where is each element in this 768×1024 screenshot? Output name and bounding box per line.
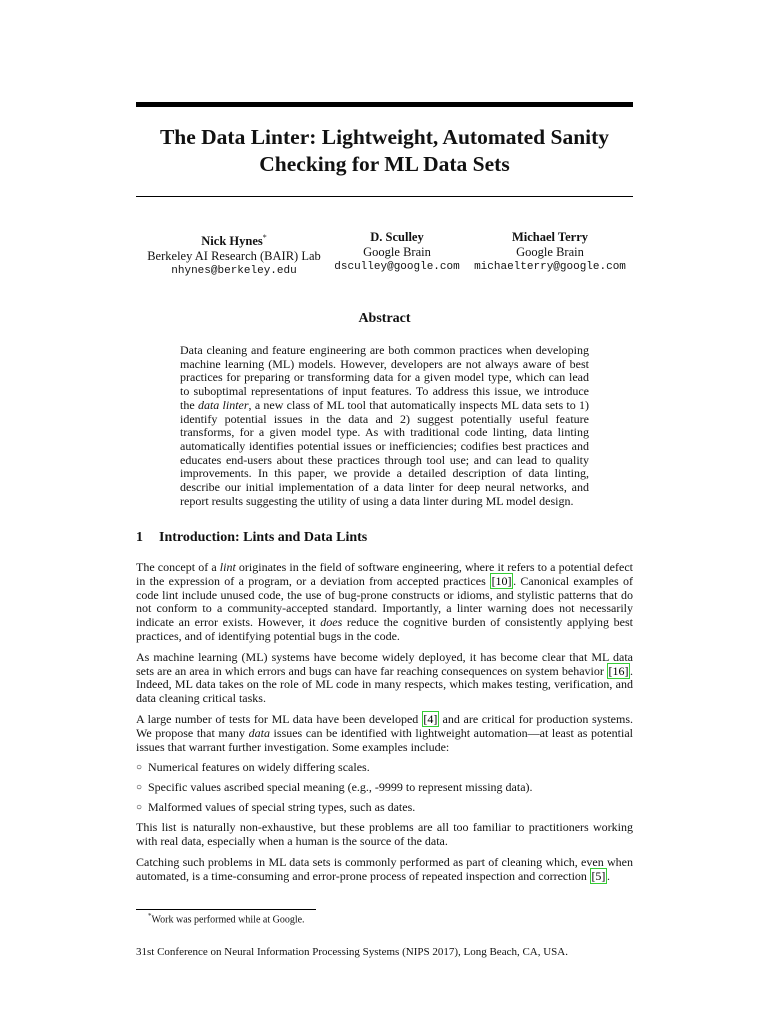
- author-block-3: [466, 230, 634, 275]
- abstract-body: Data cleaning and feature engineering are both common practices when developing machine learning (ML) models. However, developers are not always aware of best practices for preparing or transforming data for a given model type, which can lead to suboptimal representations of input features. To address this issue, we introduce the data linter, a new class of ML tool that automatically inspects ML data sets to 1) identify potential issues in the data and 2) suggest potentially useful feature transforms, for a given model type. As with traditional code linting, data linting automatically identifies potential issues or inefficiencies; codifies best practices and educates end-users about these practices through tool use; and can lead to quality improvements. In this paper, we provide a detailed description of data linting, describe our initial implementation of a data linter for deep neural networks, and report results suggesting the utility of using a data linter during ML model design.: [180, 343, 589, 508]
- conference-note: 31st Conference on Neural Information Processing Systems (NIPS 2017), Long Beach, CA, USA.: [136, 946, 568, 958]
- author-affiliation: Google Brain: [516, 245, 584, 259]
- author-block-1: [136, 230, 332, 279]
- citation-link[interactable]: [4]: [423, 711, 438, 726]
- section-number: 1: [136, 530, 143, 545]
- citation-link[interactable]: [5]: [591, 868, 606, 883]
- author-name: D. Sculley: [370, 230, 424, 244]
- abstract-heading: Abstract: [358, 311, 411, 326]
- title-line-2: Checking for ML Data Sets: [259, 152, 510, 176]
- footnote-marker: *: [148, 912, 152, 920]
- paragraph: The concept of a lint originates in the field of software engineering, where it refers to a potential defect in the expression of a program, or a deviation from accepted practices [10] . Canonical examples of code lint include unused code, the use of bug-prone constructs or idioms, and stylistic patterns that do not conform to a community-accepted standard. Importantly, a linter warning does not necessarily indicate an error exists. However, it does reduce the cognitive burden of consistently applying best practices, and of identifying potential bugs in the code.: [136, 560, 634, 643]
- section-heading: [136, 530, 367, 546]
- emphasis: does: [320, 615, 343, 630]
- author-name: Nick Hynes*: [201, 233, 267, 249]
- citation-link[interactable]: [16]: [608, 663, 629, 678]
- paragraph: A large number of tests for ML data have been developed [4] and are critical for production systems. We propose that many data issues can be identified with lightweight automation—at least as potential issues that warrant further investigation. Some examples include:: [136, 711, 633, 754]
- emphasis: data linter: [197, 397, 249, 412]
- title-line-1: The Data Linter: Lightweight, Automated Sanity: [159, 125, 610, 149]
- bullet-icon: ○: [136, 762, 143, 774]
- citation-link[interactable]: [10]: [491, 573, 512, 588]
- emphasis: data: [248, 725, 270, 740]
- paragraph: This list is naturally non-exhaustive, but these problems are all too familiar to practitioners working with real data, especially when a human is the source of the data.: [136, 820, 633, 849]
- footnote: *Work was performed while at Google.: [148, 912, 305, 926]
- paragraph: Catching such problems in ML data sets is commonly performed as part of cleaning which, even when automated, is a time-consuming and error-prone process of repeated inspection and correction [5] .: [136, 854, 633, 883]
- author-footnote-marker: *: [262, 233, 267, 242]
- bullet-icon: ○: [136, 802, 143, 814]
- paragraph: As machine learning (ML) systems have become widely deployed, it has become clear that ML data sets are an area in which errors and bugs can have far reaching consequences on system behavior [16] . Indeed, ML data takes on the role of ML code in many respects, which makes testing, verification, and data cleaning critical tasks.: [136, 649, 633, 706]
- title-top-rule: [136, 102, 633, 107]
- author-affiliation: Google Brain: [363, 245, 431, 259]
- list-item: ○ Numerical features on widely differing scales.: [136, 760, 370, 775]
- list-item: ○ Specific values ascribed special meaning (e.g., -9999 to represent missing data).: [136, 780, 533, 795]
- list-item: ○ Malformed values of special string types, such as dates.: [136, 800, 416, 815]
- footnote-rule: [136, 909, 316, 910]
- section-title: Introduction: Lints and Data Lints: [159, 530, 368, 545]
- author-block-2: [330, 230, 464, 275]
- author-email: dsculley@google.com: [334, 261, 460, 273]
- paper-title: [136, 124, 633, 178]
- bullet-list: [136, 761, 633, 815]
- bullet-icon: ○: [136, 782, 143, 794]
- emphasis: lint: [219, 560, 236, 574]
- section-body: [136, 561, 633, 891]
- author-name: Michael Terry: [511, 230, 589, 244]
- author-email: nhynes@berkeley.edu: [171, 265, 297, 278]
- title-bottom-rule: [136, 196, 633, 197]
- author-affiliation: Berkeley AI Research (BAIR) Lab: [147, 249, 321, 264]
- author-email: michaelterry@google.com: [474, 261, 626, 273]
